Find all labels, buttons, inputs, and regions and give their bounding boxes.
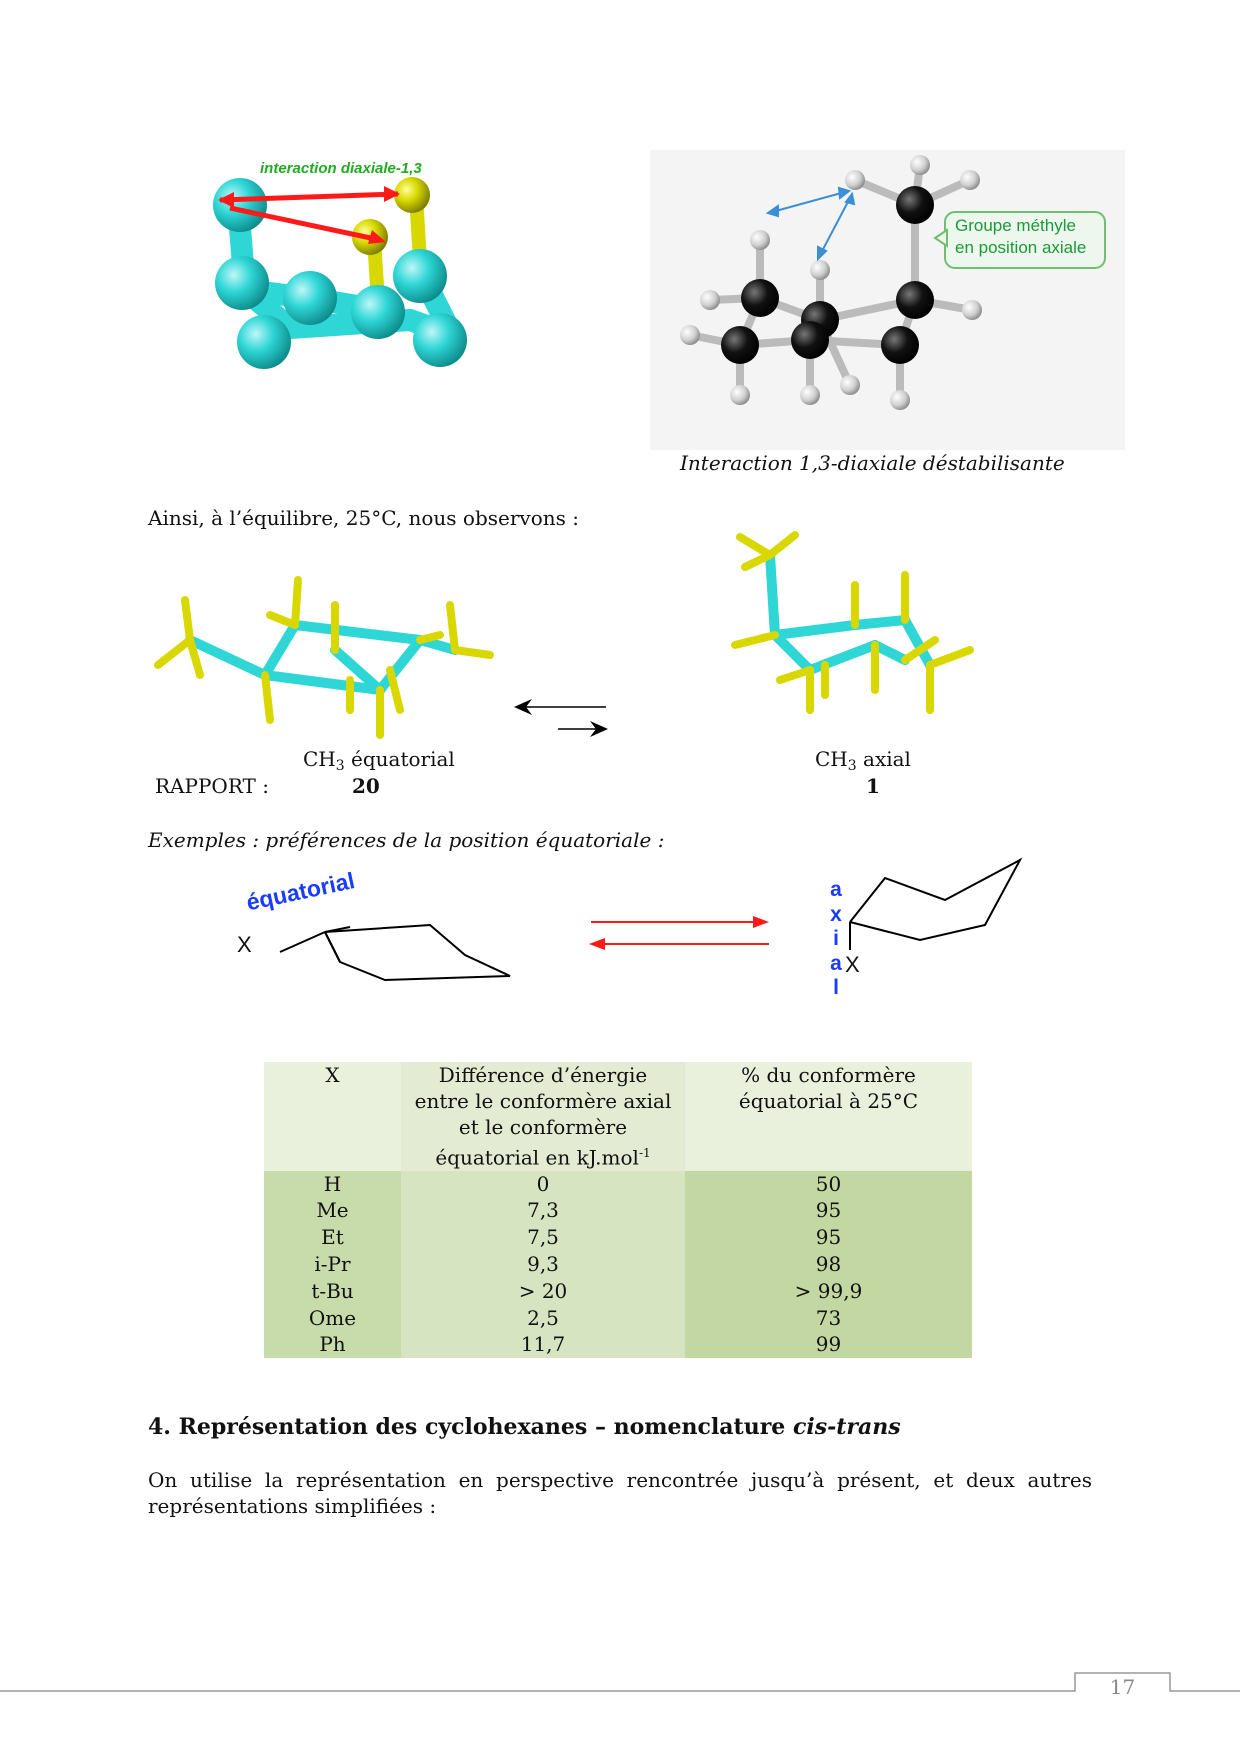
section-heading (148, 1414, 901, 1440)
cell-value: 50 (815, 1171, 842, 1196)
axial-letter: x (830, 902, 842, 926)
substituent-x-left: X (237, 932, 252, 957)
cell-value: 0 (536, 1171, 550, 1196)
section-title: 4. Représentation des cyclohexanes – nomenclature (148, 1414, 793, 1440)
table-header-row (264, 1062, 972, 1171)
ch3-axial-model (705, 525, 995, 745)
cell-value: 11,7 (520, 1332, 566, 1357)
cell-value: 2,5 (527, 1305, 559, 1330)
cell-value: 99 (815, 1332, 842, 1357)
cell-value: Ome (308, 1305, 357, 1330)
axial-chair (845, 850, 1055, 960)
examples-title: Exemples : préférences de la position équatoriale : (148, 828, 665, 852)
cell-percent (685, 1171, 972, 1359)
cell-value: > 99,9 (794, 1278, 863, 1303)
header-x: X (264, 1062, 401, 1171)
diaxial-interaction-figure (190, 150, 530, 430)
section-title-italic: cis-trans (792, 1414, 901, 1440)
cell-x (264, 1171, 401, 1359)
header-line: équatorial à 25°C (738, 1089, 919, 1113)
methyl-callout-line1: Groupe méthyle (955, 216, 1076, 235)
equilibrium-arrows-svg (510, 695, 610, 745)
intro-text: Ainsi, à l’équilibre, 25°C, nous observons : (148, 506, 580, 530)
label-rest: équatorial (344, 747, 455, 771)
cell-value: Ph (319, 1332, 346, 1357)
cell-value: 95 (815, 1198, 842, 1223)
cell-value: 7,3 (527, 1198, 559, 1223)
label-sub: 3 (847, 758, 857, 774)
ball-model-svg (190, 150, 530, 430)
cell-value: H (323, 1171, 342, 1196)
cell-value: 98 (815, 1252, 842, 1277)
axial-letter: i (833, 927, 839, 950)
cell-value: > 20 (518, 1278, 568, 1303)
methyl-axial-svg (650, 150, 1125, 450)
ratio-label: RAPPORT : (155, 774, 269, 798)
ch3-axial-label (815, 746, 911, 779)
figure1-caption: Interaction 1,3-diaxiale déstabilisante (680, 451, 1065, 475)
ch3-equatorial-model (150, 560, 510, 740)
cell-energy (401, 1171, 685, 1359)
page-number: 17 (1109, 1675, 1136, 1699)
axial-letter: l (833, 976, 839, 999)
methyl-axial-figure (650, 150, 1125, 450)
substituent-x-right: X (845, 952, 860, 977)
header-energy (401, 1062, 685, 1171)
interaction-label: interaction diaxiale-1,3 (260, 160, 422, 177)
ratio-left: 20 (352, 774, 380, 798)
header-line: Différence d’énergie (438, 1063, 648, 1087)
header-line: et le conformère (458, 1115, 628, 1139)
cell-value: i-Pr (314, 1252, 351, 1277)
equatorial-label: équatorial (244, 867, 357, 916)
axial-letter: a (830, 951, 842, 975)
axial-letter: a (830, 878, 842, 901)
header-percent (685, 1062, 972, 1171)
header-line: % du conformère (741, 1063, 916, 1087)
equilibrium-arrows (510, 695, 610, 745)
cell-value: 73 (815, 1305, 842, 1330)
cell-value: 95 (815, 1225, 842, 1250)
axial-vertical-label (826, 878, 846, 1001)
header-sup: -1 (638, 1146, 651, 1160)
cell-value: Et (321, 1225, 344, 1250)
cell-value: 7,5 (527, 1225, 559, 1250)
footer-rule (0, 1665, 1240, 1705)
label-rest: axial (856, 747, 911, 771)
ratio-right: 1 (866, 774, 880, 798)
conformer-energy-table (264, 1062, 972, 1358)
methyl-callout-line2: en position axiale (955, 238, 1087, 257)
header-line (405, 1140, 681, 1171)
label-ch: CH (303, 747, 336, 771)
cell-value: 9,3 (527, 1252, 559, 1277)
equilibrium-red-arrows (585, 900, 775, 950)
header-line-text: équatorial en kJ.mol (435, 1145, 639, 1170)
label-sub: 3 (335, 758, 345, 774)
header-line: entre le conformère axial (414, 1089, 672, 1113)
paragraph-line: On utilise la représentation en perspective rencontrée jusqu’à présent, et deux autres (148, 1468, 1092, 1492)
cell-value: Me (316, 1198, 349, 1223)
cell-value: t-Bu (311, 1278, 354, 1303)
label-ch: CH (815, 747, 848, 771)
section-paragraph (148, 1467, 1092, 1519)
table-row (264, 1171, 972, 1359)
paragraph-line: représentations simplifiées : (148, 1494, 437, 1518)
